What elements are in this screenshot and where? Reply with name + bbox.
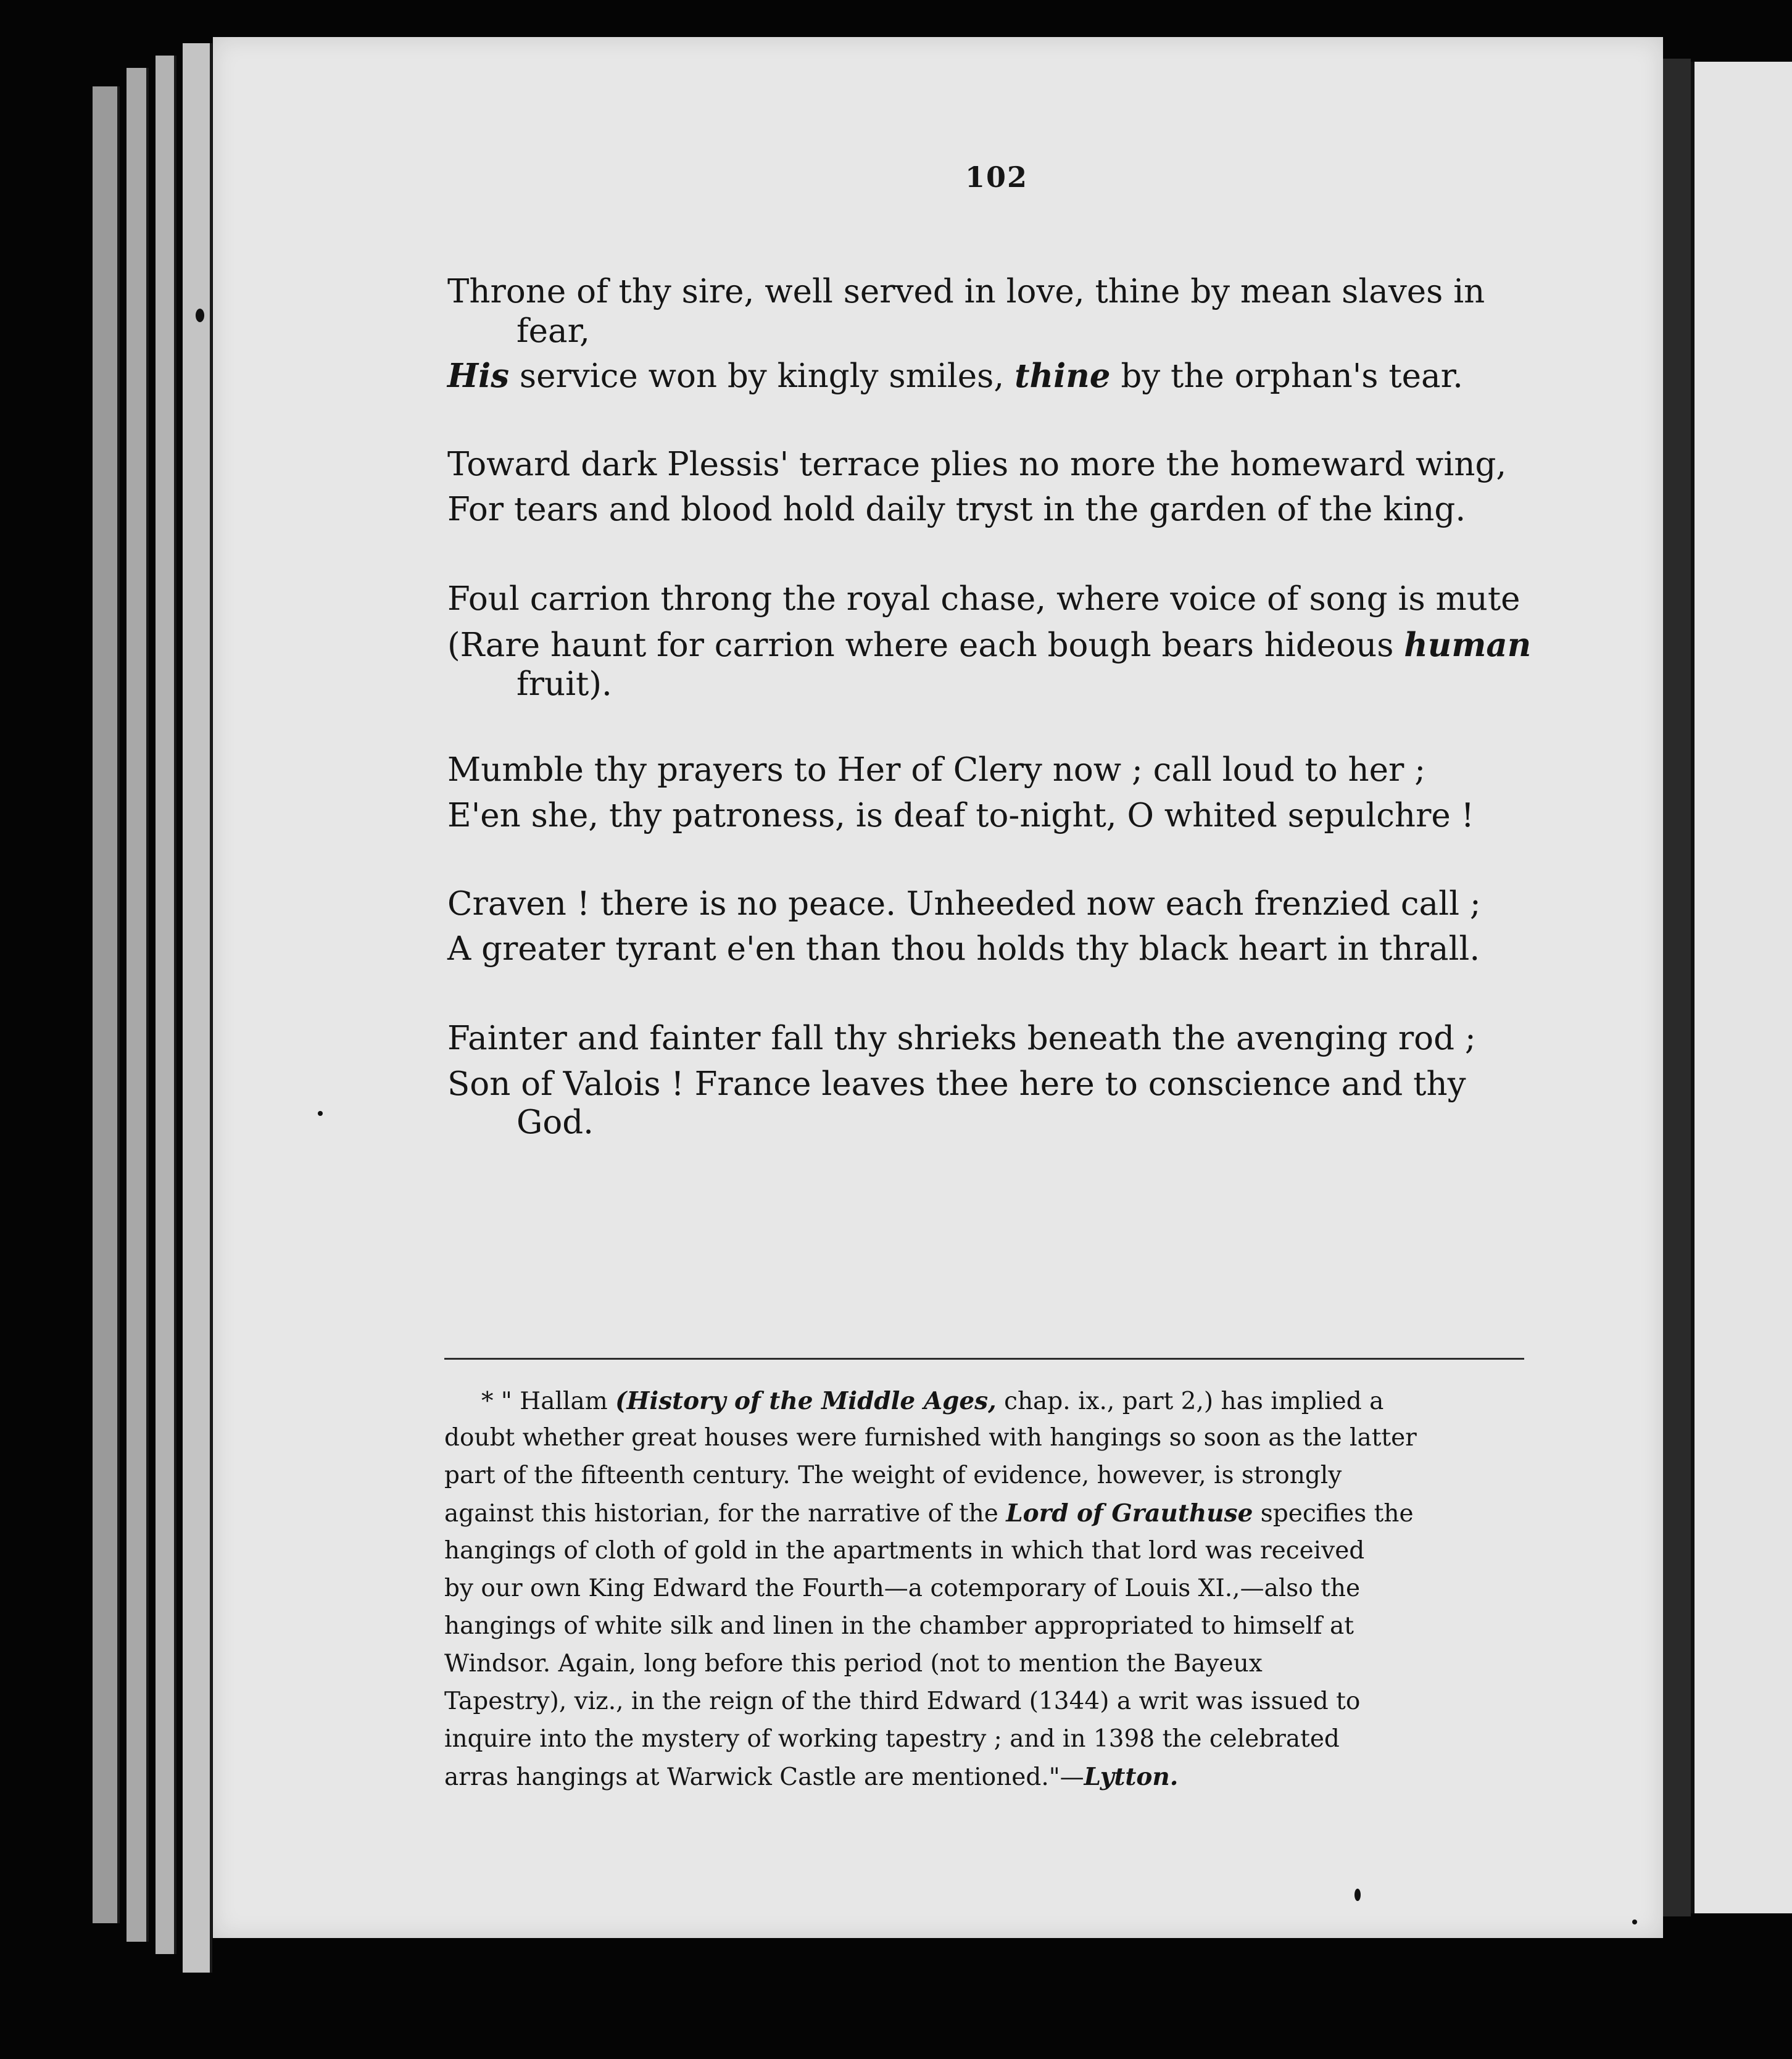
poem-line: fruit). bbox=[516, 665, 612, 703]
footnote-line: by our own King Edward the Fourth—a cotemporary of Louis XI.,—also the bbox=[444, 1574, 1361, 1602]
footnote-line: arras hangings at Warwick Castle are mentioned."—Lytton. bbox=[444, 1763, 1179, 1791]
book-page bbox=[213, 37, 1663, 1938]
poem-line: God. bbox=[516, 1104, 594, 1141]
poem-line: Fainter and fainter fall thy shrieks beneath the avenging rod ; bbox=[447, 1020, 1476, 1057]
scan-speck bbox=[1354, 1889, 1361, 1901]
footnote-line: doubt whether great houses were furnished with hangings so soon as the latter bbox=[444, 1424, 1417, 1452]
scan-speck bbox=[318, 1111, 323, 1116]
poem-line: fear, bbox=[516, 312, 590, 350]
footnote-line: * " Hallam (History of the Middle Ages, chap. ix., part 2,) has implied a bbox=[481, 1387, 1384, 1415]
poem-line: Mumble thy prayers to Her of Clery now ; call loud to her ; bbox=[447, 751, 1426, 789]
poem-line: Craven ! there is no peace. Unheeded now each frenzied call ; bbox=[447, 885, 1481, 923]
footnote-line: Tapestry), viz., in the reign of the third Edward (1344) a writ was issued to bbox=[444, 1687, 1361, 1715]
poem-line: Son of Valois ! France leaves thee here to conscience and thy bbox=[447, 1065, 1466, 1103]
page-edge bbox=[156, 56, 176, 1954]
footnote-line: inquire into the mystery of working tapestry ; and in 1398 the celebrated bbox=[444, 1725, 1340, 1753]
page-edge bbox=[183, 43, 212, 1973]
scan-speck bbox=[1632, 1920, 1637, 1924]
footnote-line: part of the fifteenth century. The weight of evidence, however, is strongly bbox=[444, 1462, 1342, 1489]
poem-line: Throne of thy sire, well served in love, thine by mean slaves in bbox=[447, 273, 1485, 310]
poem-line: (Rare haunt for carrion where each bough bears hideous human bbox=[447, 626, 1532, 664]
gutter-shadow bbox=[1660, 59, 1691, 1916]
scan-speck bbox=[196, 309, 204, 322]
footnote-line: Windsor. Again, long before this period (not to mention the Bayeux bbox=[444, 1650, 1263, 1678]
poem-line: E'en she, thy patroness, is deaf to-night, O whited sepulchre ! bbox=[447, 797, 1474, 834]
footnote-line: against this historian, for the narrative of the Lord of Grauthuse specifies the bbox=[444, 1499, 1414, 1528]
footnote-line: hangings of white silk and linen in the chamber appropriated to himself at bbox=[444, 1612, 1354, 1640]
poem-line: For tears and blood hold daily tryst in the garden of the king. bbox=[447, 491, 1466, 528]
poem-line: Toward dark Plessis' terrace plies no more the homeward wing, bbox=[447, 446, 1507, 483]
page-number: 102 bbox=[964, 160, 1029, 194]
page-edge bbox=[93, 86, 120, 1923]
adjacent-page bbox=[1691, 62, 1792, 1913]
poem-line: His service won by kingly smiles, thine by the orphan's tear. bbox=[447, 357, 1463, 395]
poem-line: Foul carrion throng the royal chase, where voice of song is mute bbox=[447, 580, 1520, 618]
footnote-line: hangings of cloth of gold in the apartments in which that lord was received bbox=[444, 1537, 1365, 1565]
page-edge bbox=[127, 68, 149, 1942]
poem-line: A greater tyrant e'en than thou holds thy black heart in thrall. bbox=[447, 930, 1480, 968]
footnote-rule bbox=[444, 1358, 1524, 1360]
